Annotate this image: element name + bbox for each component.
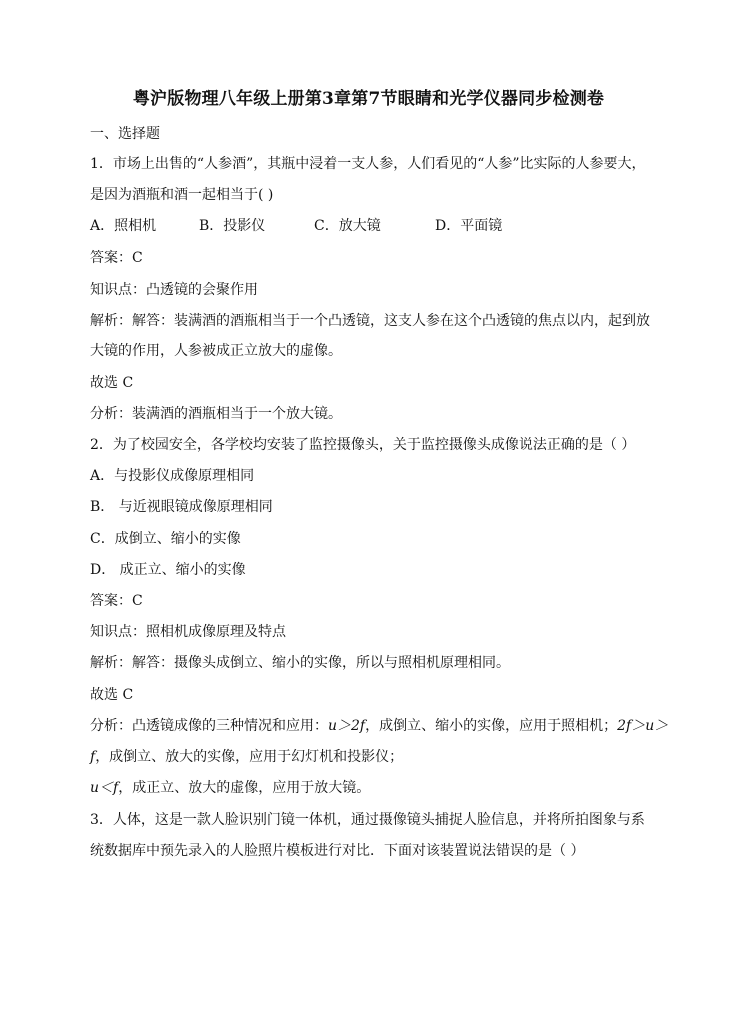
section-heading: 一、选择题 (90, 126, 160, 142)
q1-conclusion: 故选 C (90, 375, 134, 391)
q1-option-a: A．照相机 (90, 218, 157, 234)
q2-knowledge: 知识点：照相机成像原理及特点 (90, 624, 286, 640)
q2-condition-2b: f (90, 749, 96, 765)
q2-note-end: ，成正立、放大的虚像，应用于放大镜。 (118, 780, 371, 796)
q2-condition-3: u＜f (90, 780, 119, 796)
q2-option-d: D． 成正立、缩小的实像 (90, 562, 246, 578)
q2-option-a: A．与投影仪成像原理相同 (90, 468, 255, 484)
q2-note-mid-1: ，成倒立、缩小的实像，应用于照相机； (365, 718, 618, 734)
q1-analysis-line-1: 解析：解答：装满酒的酒瓶相当于一个凸透镜，这支人参在这个凸透镜的焦点以内，起到放 (90, 313, 650, 329)
page-title: 粤沪版物理八年级上册第3章第7节眼睛和光学仪器同步检测卷 (132, 89, 605, 109)
q2-condition-2: 2f＞u＞ (617, 718, 669, 734)
q2-condition-1: u＞2f (328, 718, 366, 734)
q1-stem-line-2: 是因为酒瓶和酒一起相当于( ) (90, 187, 274, 203)
q2-stem: 2．为了校园安全，各学校均安装了监控摄像头，关于监控摄像头成像说法正确的是（ ） (90, 437, 636, 453)
q2-note-prefix: 分析：凸透镜成像的三种情况和应用： (90, 718, 328, 734)
q1-option-d: D．平面镜 (435, 218, 503, 234)
q1-analysis-line-2: 大镜的作用，人参被成正立放大的虚像。 (90, 343, 342, 359)
q2-note-line-1 (90, 717, 668, 735)
q2-note-line-2 (90, 748, 403, 766)
q2-answer: 答案：C (90, 593, 143, 609)
q1-option-b: B．投影仪 (199, 218, 266, 234)
q1-note: 分析：装满酒的酒瓶相当于一个放大镜。 (90, 406, 342, 422)
q3-stem-line-1: 3．人体，这是一款人脸识别门镜一体机，通过摄像镜头捕捉人脸信息，并将所拍图象与系 (90, 812, 645, 828)
q2-conclusion: 故选 C (90, 687, 134, 703)
q1-knowledge: 知识点：凸透镜的会聚作用 (90, 282, 258, 298)
q1-answer: 答案：C (90, 250, 143, 266)
q1-option-c: C．放大镜 (314, 218, 381, 234)
q2-option-b: B． 与近视眼镜成像原理相同 (90, 499, 273, 515)
q2-analysis: 解析：解答：摄像头成倒立、缩小的实像，所以与照相机原理相同。 (90, 655, 510, 671)
q2-note-mid-2: ，成倒立、放大的实像，应用于幻灯机和投影仪； (95, 749, 404, 765)
q1-stem-line-1: 1．市场上出售的“人参酒”，其瓶中浸着一支人参，人们看见的“人参”比实际的人参要大， (90, 156, 646, 172)
q2-note-line-3 (90, 779, 370, 797)
q3-stem-line-2: 统数据库中预先录入的人脸照片模板进行对比．下面对该装置说法错误的是（ ） (90, 843, 585, 859)
q2-option-c: C．成倒立、缩小的实像 (90, 531, 241, 547)
